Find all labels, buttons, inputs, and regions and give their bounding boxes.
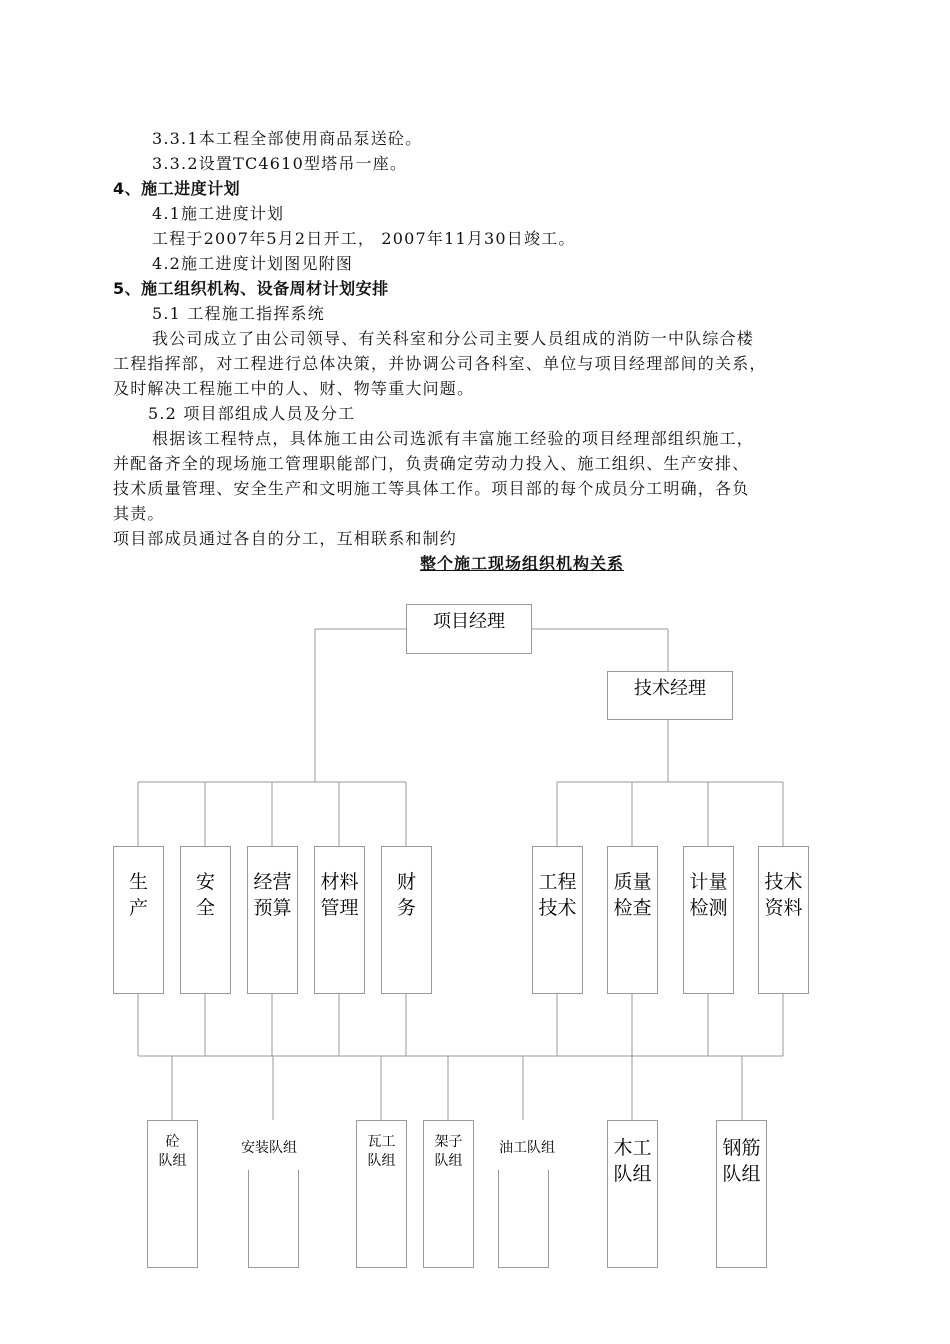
- section-heading: 5、施工组织机构、设备周材计划安排: [113, 279, 389, 298]
- team-label-installation: 安装队组: [241, 1140, 297, 1156]
- org-chart-title: 整个施工现场组织机构关系: [420, 554, 625, 573]
- dept-box-safety: 安 全: [180, 846, 231, 994]
- dept-box-quality: 质量 检查: [607, 846, 658, 994]
- text-line: 4.2施工进度计划图见附图: [152, 254, 354, 273]
- dept-box-metrology: 计量 检测: [683, 846, 734, 994]
- paragraph-line: 工程指挥部，对工程进行总体决策，并协调公司各科室、单位与项目经理部间的关系，: [113, 354, 767, 373]
- paragraph-line: 及时解决工程施工中的人、财、物等重大问题。: [113, 379, 475, 398]
- text-line: 4.1施工进度计划: [152, 204, 285, 223]
- project-manager-box: 项目经理: [406, 604, 532, 654]
- paragraph-line: 根据该工程特点，具体施工由公司选派有丰富施工经验的项目经理部组织施工，: [152, 429, 755, 448]
- text-line: 5.1 工程施工指挥系统: [152, 304, 325, 323]
- dept-box-finance: 财 务: [381, 846, 432, 994]
- text-line: 5.2 项目部组成人员及分工: [148, 404, 356, 423]
- team-box-masonry: 瓦工 队组: [356, 1120, 407, 1268]
- text-line: 3.3.1本工程全部使用商品泵送砼。: [152, 129, 423, 148]
- dept-box-engineering: 工程 技术: [532, 846, 583, 994]
- team-box-installation-frame: [248, 1170, 299, 1268]
- dept-box-budget: 经营 预算: [247, 846, 298, 994]
- paragraph-line: 并配备齐全的现场施工管理职能部门，负责确定劳动力投入、施工组织、生产安排、: [113, 454, 750, 473]
- paragraph-line: 技术质量管理、安全生产和文明施工等具体工作。项目部的每个成员分工明确，各负: [113, 479, 750, 498]
- text-line: 3.3.2设置TC4610型塔吊一座。: [152, 154, 408, 173]
- team-box-carpentry: 木工 队组: [607, 1120, 658, 1268]
- team-box-scaffolding: 架子 队组: [423, 1120, 474, 1268]
- section-heading: 4、施工进度计划: [113, 179, 241, 198]
- text-line: 工程于2007年5月2日开工， 2007年11月30日竣工。: [152, 229, 576, 248]
- team-label-painting: 油工队组: [499, 1140, 555, 1156]
- dept-box-tech-docs: 技术 资料: [758, 846, 809, 994]
- technical-manager-box: 技术经理: [607, 671, 733, 720]
- dept-box-materials: 材料 管理: [314, 846, 365, 994]
- team-box-concrete: 砼 队组: [147, 1120, 198, 1268]
- team-box-rebar: 钢筋 队组: [716, 1120, 767, 1268]
- text-line: 项目部成员通过各自的分工，互相联系和制约: [113, 529, 458, 548]
- paragraph-line: 我公司成立了由公司领导、有关科室和分公司主要人员组成的消防一中队综合楼: [152, 329, 755, 348]
- dept-box-production: 生 产: [113, 846, 164, 994]
- team-box-painting-frame: [498, 1170, 549, 1268]
- paragraph-line: 其责。: [113, 504, 165, 523]
